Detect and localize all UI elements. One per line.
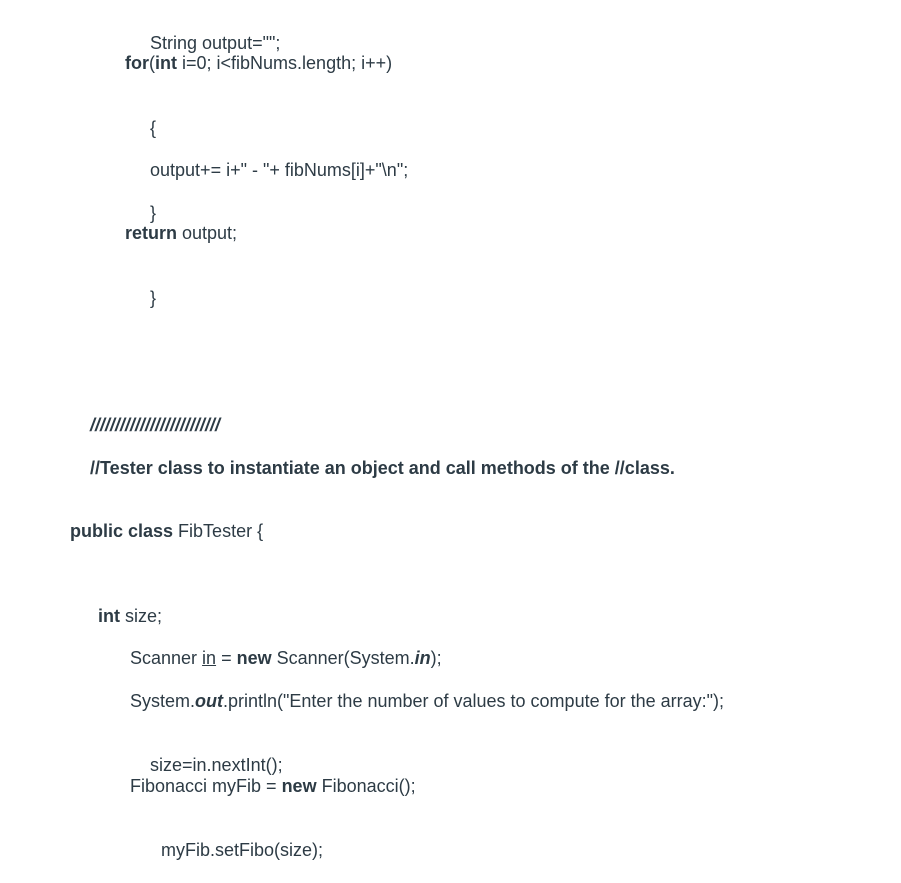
code-text: Scanner (130, 648, 203, 668)
code-text: output+= i+" - "+ fibNums[i]+"\n"; (150, 160, 409, 180)
code-text: FibTester { (173, 521, 264, 541)
code-text: = (216, 648, 237, 668)
variable-in: in (202, 648, 217, 668)
code-text: Fibonacci(); (316, 776, 416, 796)
keyword-int: int (155, 53, 177, 73)
static-field-out: out (195, 691, 223, 711)
code-text: System. (130, 691, 196, 711)
code-line-for-loop (125, 52, 392, 74)
keyword-int: int (98, 606, 120, 626)
code-line-println (130, 690, 724, 712)
code-text: } (150, 288, 157, 308)
code-text: String output=""; (150, 33, 281, 53)
keyword-public-class: public class (70, 521, 174, 541)
code-line-size-decl (98, 605, 162, 627)
keyword-for: for (125, 53, 149, 73)
comment-text: ////////////////////////// (90, 415, 221, 435)
code-text: { (150, 118, 157, 138)
code-text: .println("Enter the number of values to compute for the array:"); (223, 691, 725, 711)
code-text: ); (430, 648, 442, 668)
keyword-new: new (236, 648, 272, 668)
code-text: } (150, 203, 157, 223)
code-text: i=0; i<fibNums.length; i++) (177, 53, 393, 73)
code-text: myFib.setFibo(size); (161, 840, 324, 860)
keyword-new: new (281, 776, 317, 796)
comment-text: //Tester class to instantiate an object and call methods of the //class. (90, 458, 675, 478)
code-line-class-decl (70, 520, 263, 542)
keyword-return: return (125, 223, 178, 243)
code-text: size; (120, 606, 163, 626)
code-line-tester-comment (70, 435, 675, 501)
code-text: Fibonacci myFib = (130, 776, 282, 796)
code-text: output; (177, 223, 238, 243)
code-line-fibonacci-new (130, 775, 416, 797)
code-text: ( (149, 53, 155, 73)
code-line-setfibo (141, 817, 323, 883)
code-line-return (125, 222, 237, 244)
code-text: Scanner(System. (271, 648, 415, 668)
static-field-in: in (414, 648, 431, 668)
code-line-close-brace-method (130, 265, 156, 331)
code-line-output-append (130, 137, 408, 203)
code-line-scanner (130, 647, 442, 669)
code-text: size=in.nextInt(); (150, 755, 283, 775)
